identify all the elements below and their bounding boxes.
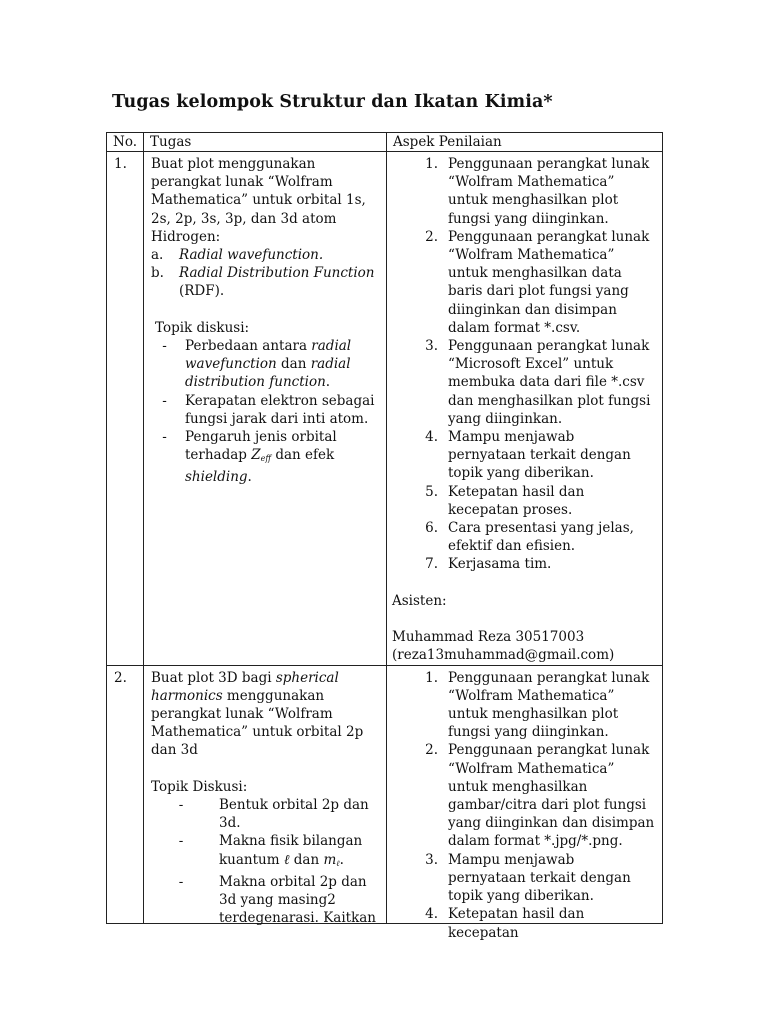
- task-cell: [144, 152, 387, 666]
- task-cell: [144, 665, 387, 927]
- item-marker: a.: [151, 247, 164, 264]
- item-suffix: (RDF).: [179, 283, 225, 300]
- list-item: 4. Mampu menjawab pernyataan terkait dengan topik yang diberikan.: [425, 429, 631, 482]
- header-no: No.: [107, 133, 144, 152]
- list-item: 3. Mampu menjawab pernyataan terkait dengan topik yang diberikan.: [425, 851, 631, 905]
- list-item: [151, 246, 380, 264]
- dash-bullet: -: [162, 392, 167, 409]
- row-number: 1.: [107, 152, 144, 666]
- list-item: 5. Ketepatan hasil dan kecepatan proses.: [425, 483, 585, 518]
- task-intro: Buat plot menggunakan perangkat lunak “Wolfram Mathematica” untuk orbital 1s, 2s, 2p, 3s, 3p, dan 3d atom Hidrogen:: [151, 156, 366, 245]
- criteria-cell: [387, 665, 663, 941]
- dash-bullet: -: [178, 833, 184, 850]
- list-item: - Pengaruh jenis orbital terhadap $Z_{eff}$ dan efek shielding.: [151, 428, 380, 487]
- item-marker: b.: [151, 265, 164, 282]
- discussion-list: [151, 337, 380, 487]
- list-item: 3. Penggunaan perangkat lunak “Microsoft Excel” untuk membuka data dari file *.csv dan menghasilkan plot fungsi yang diinginkan.: [425, 338, 651, 427]
- table-header-row: [107, 133, 663, 152]
- list-item: 6. Cara presentasi yang jelas, efektif dan efisien.: [425, 520, 634, 555]
- list-item: 4. Ketepatan hasil dan kecepatan: [425, 906, 585, 941]
- dash-bullet: -: [162, 338, 167, 355]
- dash-bullet: -: [178, 797, 184, 814]
- assignment-table: [106, 132, 663, 941]
- document-title: Tugas kelompok Struktur dan Ikatan Kimia*: [112, 92, 553, 112]
- dash-bullet: -: [162, 429, 167, 446]
- list-item: 1. Penggunaan perangkat lunak “Wolfram Mathematica” untuk menghasilkan plot fungsi yang diinginkan.: [425, 156, 650, 227]
- list-item: 1. Penggunaan perangkat lunak “Wolfram Mathematica” untuk menghasilkan plot fungsi yang diinginkan.: [425, 669, 650, 741]
- list-item: [151, 264, 380, 300]
- list-item: - Bentuk orbital 2p dan 3d.: [151, 796, 380, 832]
- dash-bullet: -: [178, 873, 184, 890]
- task-item-list: [151, 246, 380, 301]
- discussion-label: Topik diskusi:: [155, 319, 250, 336]
- list-item: - Kerapatan elektron sebagai fungsi jarak dari inti atom.: [151, 392, 380, 428]
- criteria-cell: [387, 152, 663, 666]
- list-item: 7. Kerjasama tim.: [425, 556, 552, 573]
- header-aspek: Aspek Penilaian: [387, 133, 663, 152]
- criteria-list: [392, 669, 656, 942]
- table-row: [107, 665, 663, 923]
- item-text: Radial wavefunction.: [179, 247, 324, 264]
- item-text: Radial Distribution Function: [179, 265, 375, 282]
- assistant-email: (reza13muhammad@gmail.com): [392, 647, 615, 664]
- task-intro: Buat plot 3D bagi spherical harmonics menggunakan perangkat lunak “Wolfram Mathematica” untuk orbital 2p dan 3d: [151, 669, 364, 759]
- row-number: 2.: [107, 665, 144, 923]
- assistant-name: Muhammad Reza 30517003: [392, 629, 585, 646]
- table-row: [107, 152, 663, 666]
- list-item: - Makna orbital 2p dan 3d yang masing2 terdegenarasi. Kaitkan: [151, 873, 380, 928]
- criteria-list: [392, 155, 656, 574]
- list-item: - Makna fisik bilangan kuantum ℓ dan $m_\ell$.: [151, 832, 380, 872]
- list-item: 2. Penggunaan perangkat lunak “Wolfram Mathematica” untuk menghasilkan gambar/citra dari plot fungsi yang diinginkan dan disimpan dalam format *.jpg/*.png.: [425, 742, 655, 850]
- header-tugas: Tugas: [144, 133, 387, 152]
- list-item: 2. Penggunaan perangkat lunak “Wolfram Mathematica” untuk menghasilkan data baris dari plot fungsi yang diinginkan dan disimpan dalam format *.csv.: [425, 228, 650, 336]
- discussion-label: Topik Diskusi:: [151, 778, 248, 795]
- discussion-list: [151, 796, 380, 927]
- assistant-label: Asisten:: [392, 592, 447, 609]
- list-item: - Perbedaan antara radial wavefunction dan radial distribution function.: [151, 337, 380, 392]
